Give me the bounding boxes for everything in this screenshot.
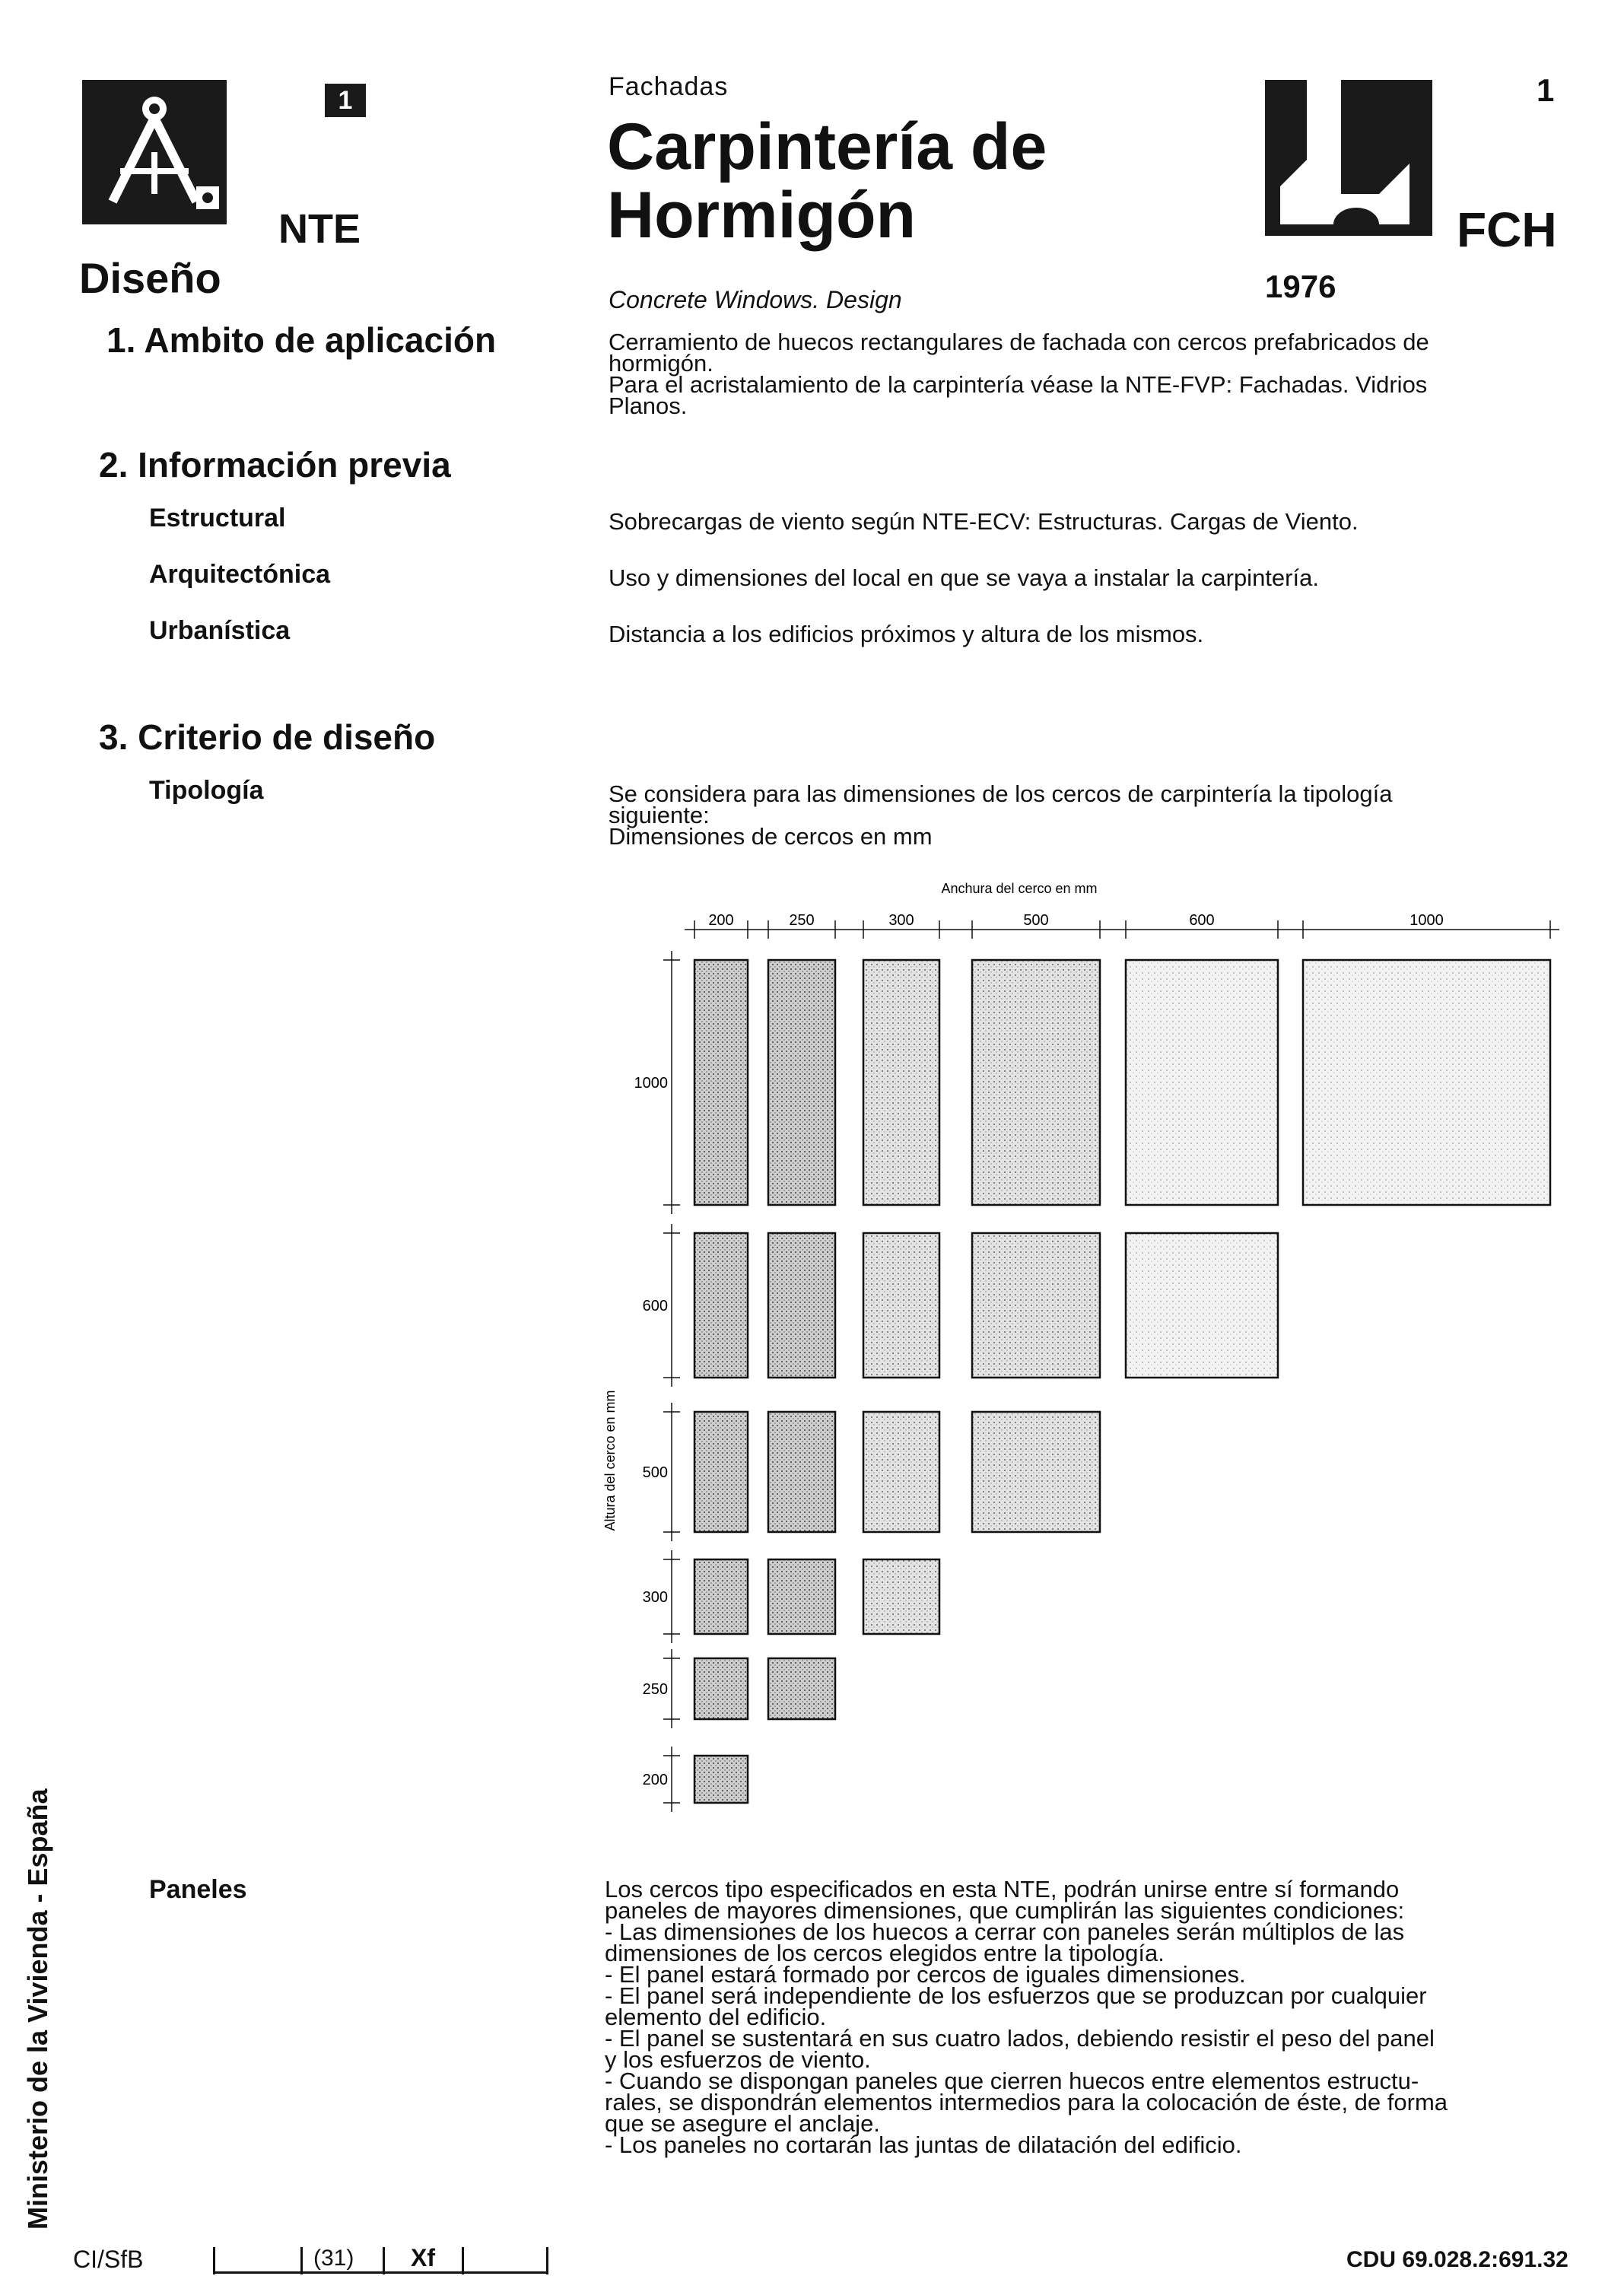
width-label: 250 [789, 912, 815, 929]
width-label: 1000 [1409, 912, 1444, 929]
window-frame [863, 1559, 939, 1634]
cdu-code: CDU 69.028.2:691.32 [1346, 2247, 1568, 2272]
fch-code: FCH [1457, 202, 1557, 257]
nte-label: NTE [278, 206, 361, 252]
window-frame [768, 1658, 835, 1719]
text-estructural: Sobrecargas de viento según NTE-ECV: Estructuras. Cargas de Viento. [609, 508, 1359, 535]
page-number: 1 [1537, 72, 1555, 108]
window-frame [863, 1412, 939, 1532]
window-frame [1126, 960, 1278, 1205]
text-line: Cerramiento de huecos rectangulares de fachada con cercos prefabricados de [609, 329, 1429, 355]
category-label: Fachadas [609, 72, 729, 101]
height-label: 1000 [634, 1075, 668, 1092]
height-label: 300 [642, 1589, 668, 1606]
frame-dimensions-diagram [593, 867, 1582, 1833]
section-title: Diseño [79, 254, 221, 302]
text-urbanistica: Distancia a los edificios próximos y altura de los mismos. [609, 621, 1204, 647]
page-title-line2: Hormigón [607, 179, 917, 252]
text-line: - Los paneles no cortarán las juntas de dilatación del edificio. [605, 2131, 1242, 2158]
text-line: - Las dimensiones de los huecos a cerrar con paneles serán múltiplos de las [605, 1918, 1405, 1945]
section-3-title: 3. Criterio de diseño [99, 717, 436, 757]
text-line: Para el acristalamiento de la carpintería véase la NTE-FVP: Fachadas. Vidrios [609, 371, 1428, 398]
window-frame [972, 1412, 1100, 1532]
height-label: 500 [642, 1464, 668, 1481]
ministry-vertical-text: Ministerio de la Vivienda - España [22, 1788, 53, 2230]
window-frame [768, 1412, 835, 1532]
text-line: siguiente: [609, 802, 710, 828]
text-line: dimensiones de los cercos elegidos entre la tipología. [605, 1940, 1165, 1966]
label-arquitectonica: Arquitectónica [149, 560, 331, 589]
cisfb-tick-3 [383, 2247, 385, 2274]
window-frame [694, 1756, 748, 1803]
label-paneles: Paneles [149, 1875, 247, 1904]
width-label: 500 [1023, 912, 1049, 929]
year: 1976 [1265, 269, 1336, 304]
window-frame [972, 1233, 1100, 1378]
page-title-line1: Carpintería de [607, 110, 1047, 183]
cisfb-tick-5 [546, 2247, 548, 2274]
width-axis-title: Anchura del cerco en mm [941, 881, 1098, 896]
text-line: rales, se dispondrán elementos intermedios para la colocación de éste, de forma [605, 2089, 1448, 2115]
section-2-title: 2. Información previa [99, 445, 451, 485]
window-frame [694, 960, 748, 1205]
window-frame [768, 1233, 835, 1378]
text-line: y los esfuerzos de viento. [605, 2046, 871, 2073]
text-line: Dimensiones de cercos en mm [609, 823, 933, 850]
cisfb-tick-4 [462, 2247, 464, 2274]
text-line: - El panel será independiente de los esfuerzos que se produzcan por cualquier [605, 1982, 1427, 2009]
window-frame [694, 1658, 748, 1719]
label-estructural: Estructural [149, 504, 286, 532]
nte-logo [82, 80, 227, 224]
text-arquitectonica: Uso y dimensiones del local en que se vaya a instalar la carpintería. [609, 564, 1319, 591]
cisfb-label: CI/SfB [73, 2246, 144, 2273]
label-urbanistica: Urbanística [149, 616, 291, 645]
text-line: paneles de mayores dimensiones, que cumplirán las siguientes condiciones: [605, 1897, 1405, 1924]
window-frame [694, 1233, 748, 1378]
text-line: Se considera para las dimensiones de los cercos de carpintería la tipología [609, 780, 1393, 807]
label-tipologia: Tipología [149, 776, 264, 805]
section-1-text [609, 329, 1567, 419]
text-line: - El panel se sustentará en sus cuatro lados, debiendo resistir el peso del panel [605, 2025, 1435, 2052]
text-line: Planos. [609, 393, 688, 419]
cisfb-tick-2 [300, 2247, 303, 2274]
fch-logo [1265, 80, 1432, 236]
window-frame [863, 1233, 939, 1378]
window-frame [972, 960, 1100, 1205]
text-line: que se asegure el anclaje. [605, 2110, 880, 2137]
cisfb-tick-1 [213, 2247, 215, 2274]
width-label: 600 [1189, 912, 1215, 929]
width-label: 300 [888, 912, 914, 929]
height-label: 600 [642, 1298, 668, 1314]
window-frame [863, 960, 939, 1205]
window-frame [768, 960, 835, 1205]
compass-icon [82, 80, 227, 224]
window-frame [768, 1559, 835, 1634]
window-frame [694, 1559, 748, 1634]
tipologia-text [609, 780, 1567, 850]
cisfb-xf: Xf [411, 2244, 435, 2271]
paneles-text [605, 1876, 1571, 2158]
window-frame [1303, 960, 1550, 1205]
text-line: elemento del edificio. [605, 2004, 827, 2030]
badge-square [325, 84, 366, 117]
text-line: - El panel estará formado por cercos de iguales dimensiones. [605, 1961, 1246, 1988]
text-line: - Cuando se dispongan paneles que cierren huecos entre elementos estructu- [605, 2068, 1419, 2094]
cisfb-31: (31) [313, 2246, 354, 2271]
window-frame [694, 1412, 748, 1532]
window-frame-icon [1265, 80, 1432, 236]
height-label: 200 [642, 1772, 668, 1788]
width-label: 200 [708, 912, 734, 929]
height-axis-title: Altura del cerco en mm [602, 1390, 618, 1531]
text-line: Los cercos tipo especificados en esta NTE, podrán unirse entre sí formando [605, 1876, 1400, 1902]
cisfb-box-rule [213, 2271, 548, 2274]
text-line: hormigón. [609, 350, 713, 377]
height-label: 250 [642, 1681, 668, 1698]
section-1-title: 1. Ambito de aplicación [106, 320, 497, 360]
badge-number: 1 [338, 86, 353, 115]
english-subtitle: Concrete Windows. Design [609, 286, 902, 313]
window-frame [1126, 1233, 1278, 1378]
